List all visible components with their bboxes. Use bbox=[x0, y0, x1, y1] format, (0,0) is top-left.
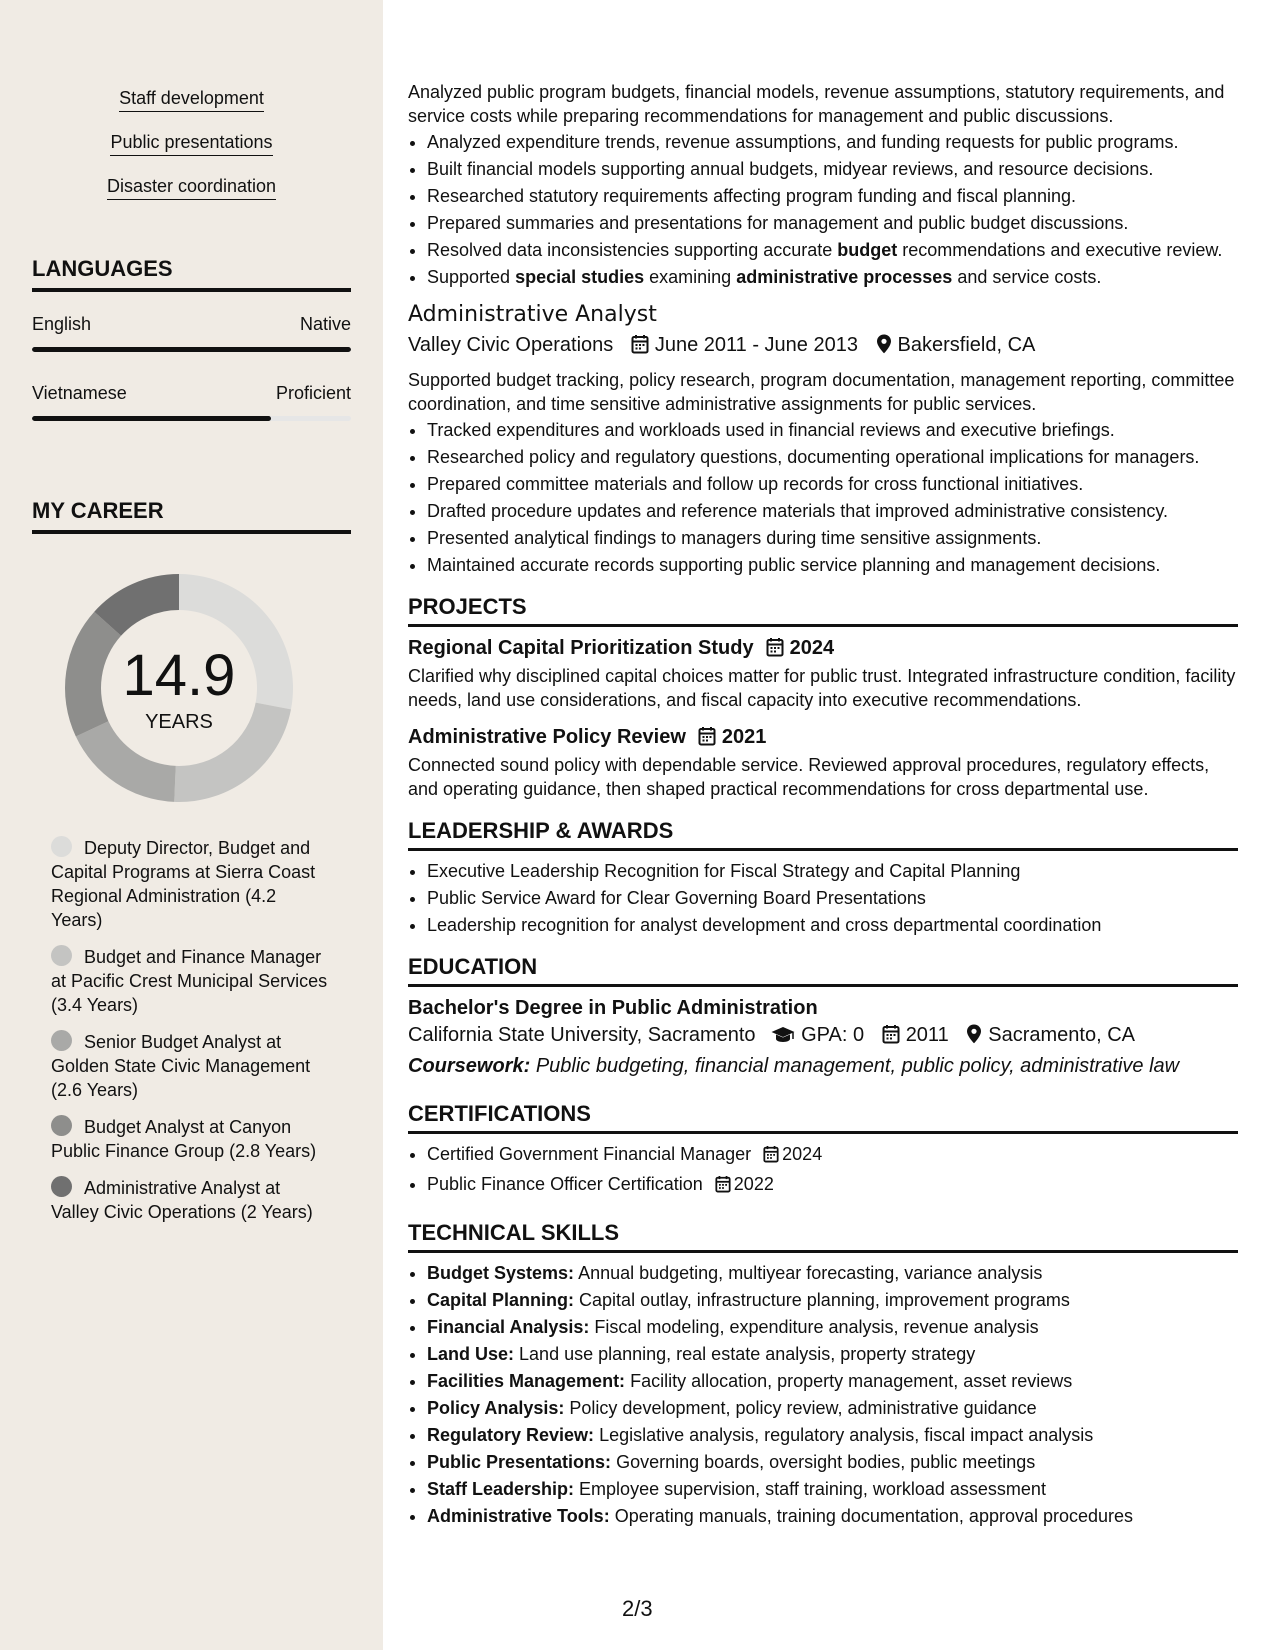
coursework-label: Coursework: bbox=[408, 1055, 531, 1077]
career-legend-text: Budget and Finance Manager at Pacific Crest Municipal Services (3.4 Years) bbox=[51, 947, 328, 1015]
technical-skill-item bbox=[427, 1423, 1238, 1447]
calendar-icon bbox=[882, 1024, 900, 1052]
bullet-item: • Researched statutory requirements affecting program funding and fiscal planning. bbox=[427, 184, 1238, 208]
certifications-heading: CERTIFICATIONS bbox=[408, 1100, 1238, 1134]
language-bar-fill bbox=[32, 416, 271, 421]
skill-value: Legislative analysis, regulatory analysis, fiscal impact analysis bbox=[599, 1425, 1094, 1445]
bullet-item: • Maintained accurate records supporting public service planning and management decisions. bbox=[427, 553, 1238, 577]
project-title bbox=[408, 724, 1238, 753]
prev-job-bullets bbox=[408, 130, 1238, 289]
career-legend-text: Senior Budget Analyst at Golden State Civic Management (2.6 Years) bbox=[51, 1032, 311, 1100]
skill-label: Staff Leadership: bbox=[427, 1479, 575, 1499]
skill-label: Administrative Tools: bbox=[427, 1506, 610, 1526]
job-summary: Supported budget tracking, policy research, program documentation, management reporting, committee coordination, and time sensitive administrative assignments for public services. bbox=[408, 370, 1235, 414]
bullet-item: • Researched policy and regulatory questions, documenting operational implications for managers. bbox=[427, 445, 1238, 469]
calendar-icon bbox=[763, 1145, 779, 1169]
job-bullets bbox=[408, 418, 1238, 577]
technical-skill-item bbox=[427, 1504, 1238, 1528]
bullet-item bbox=[427, 238, 1238, 262]
bullet-item: • Drafted procedure updates and reference materials that improved administrative consistency. bbox=[427, 499, 1238, 523]
technical-skill-item bbox=[427, 1450, 1238, 1474]
technical-skill-item bbox=[427, 1369, 1238, 1393]
certification-name: Public Finance Officer Certification bbox=[427, 1174, 703, 1194]
location-pin-icon bbox=[966, 1024, 982, 1052]
bullet-item: • Built financial models supporting annual budgets, midyear reviews, and resource decisions. bbox=[427, 157, 1238, 181]
career-legend-text: Administrative Analyst at Valley Civic Operations (2 Years) bbox=[51, 1178, 313, 1222]
technical-skill-item bbox=[427, 1477, 1238, 1501]
languages-heading: LANGUAGES bbox=[32, 256, 351, 292]
technical-skill-item bbox=[427, 1261, 1238, 1285]
skill-link[interactable]: Public presentations bbox=[110, 130, 272, 156]
technical-skills-list bbox=[408, 1261, 1238, 1528]
bullet-text: and service costs. bbox=[952, 267, 1102, 287]
career-heading: MY CAREER bbox=[32, 498, 351, 534]
skill-label: Budget Systems: bbox=[427, 1263, 575, 1283]
skill-value: Policy development, policy review, administrative guidance bbox=[569, 1398, 1037, 1418]
bullet-item: • Leadership recognition for analyst development and cross departmental coordination bbox=[427, 913, 1238, 937]
leadership-heading: LEADERSHIP & AWARDS bbox=[408, 817, 1238, 851]
career-legend-item bbox=[51, 836, 331, 932]
language-level: Native bbox=[299, 314, 351, 334]
education-heading: EDUCATION bbox=[408, 953, 1238, 987]
graduation-cap-icon bbox=[771, 1024, 795, 1052]
legend-dot bbox=[51, 1030, 72, 1051]
career-legend-item bbox=[51, 1115, 331, 1163]
location-pin-icon bbox=[876, 334, 892, 362]
calendar-icon bbox=[715, 1175, 731, 1199]
certification-name: Certified Government Financial Manager bbox=[427, 1144, 752, 1164]
technical-skill-item bbox=[427, 1315, 1238, 1339]
career-legend-item bbox=[51, 1030, 331, 1102]
bullet-item: • Public Service Award for Clear Governing Board Presentations bbox=[427, 886, 1238, 910]
skill-list bbox=[0, 86, 383, 218]
job-company: Valley Civic Operations bbox=[408, 334, 614, 356]
technical-skills-heading: TECHNICAL SKILLS bbox=[408, 1219, 1238, 1253]
career-total-unit: YEARS bbox=[145, 711, 213, 733]
project-name: Regional Capital Prioritization Study bbox=[408, 637, 754, 659]
skill-value: Operating manuals, training documentation, approval procedures bbox=[614, 1506, 1134, 1526]
language-bar bbox=[32, 347, 351, 352]
project-title bbox=[408, 635, 1238, 664]
skill-value: Governing boards, oversight bodies, public meetings bbox=[616, 1452, 1036, 1472]
bullet-item: • Tracked expenditures and workloads used in financial reviews and executive briefings. bbox=[427, 418, 1238, 442]
career-legend-text: Deputy Director, Budget and Capital Programs at Sierra Coast Regional Administration (4.2 Years) bbox=[51, 838, 316, 930]
language-name: English bbox=[32, 314, 92, 334]
bullet-text: Resolved data inconsistencies supporting accurate bbox=[427, 240, 838, 260]
language-bar bbox=[32, 416, 351, 421]
language-level: Proficient bbox=[275, 383, 351, 403]
education-coursework bbox=[408, 1052, 1238, 1080]
technical-skill-item bbox=[427, 1396, 1238, 1420]
job-title: Administrative Analyst bbox=[408, 302, 657, 327]
skill-value: Fiscal modeling, expenditure analysis, revenue analysis bbox=[594, 1317, 1039, 1337]
projects-heading: PROJECTS bbox=[408, 593, 1238, 627]
legend-dot bbox=[51, 1176, 72, 1197]
education-school: California State University, Sacramento bbox=[408, 1024, 756, 1046]
bullet-bold: administrative processes bbox=[736, 267, 953, 287]
calendar-icon bbox=[631, 334, 649, 362]
bullet-item: • Presented analytical findings to managers during time sensitive assignments. bbox=[427, 526, 1238, 550]
education-location: Sacramento, CA bbox=[988, 1024, 1135, 1046]
skill-value: Capital outlay, infrastructure planning, improvement programs bbox=[579, 1290, 1070, 1310]
job-location: Bakersfield, CA bbox=[897, 334, 1036, 356]
bullet-item: • Analyzed expenditure trends, revenue assumptions, and funding requests for public programs. bbox=[427, 130, 1238, 154]
career-legend-text: Budget Analyst at Canyon Public Finance Group (2.8 Years) bbox=[51, 1117, 317, 1161]
bullet-bold: budget bbox=[837, 240, 898, 260]
calendar-icon bbox=[766, 637, 784, 664]
job-meta bbox=[408, 331, 1238, 362]
technical-skill-item bbox=[427, 1342, 1238, 1366]
skill-value: Employee supervision, staff training, workload assessment bbox=[579, 1479, 1046, 1499]
education-gpa: GPA: 0 bbox=[801, 1024, 865, 1046]
project-description: Clarified why disciplined capital choices matter for public trust. Integrated infrastructure condition, facility needs, land use considerations, and fiscal capacity into executive recommendations. bbox=[408, 666, 1236, 710]
education-meta bbox=[408, 1021, 1238, 1052]
project-year: 2021 bbox=[721, 726, 767, 748]
bullet-item: • Executive Leadership Recognition for Fiscal Strategy and Capital Planning bbox=[427, 859, 1238, 883]
project-description: Connected sound policy with dependable service. Reviewed approval procedures, regulatory effects, and operating guidance, then shaped practical recommendations for cross departmental use. bbox=[408, 755, 1210, 799]
skill-label: Capital Planning: bbox=[427, 1290, 575, 1310]
skill-label: Financial Analysis: bbox=[427, 1317, 590, 1337]
sidebar bbox=[0, 0, 383, 1650]
project-year: 2024 bbox=[789, 637, 835, 659]
bullet-bold: special studies bbox=[515, 267, 645, 287]
bullet-item: • Prepared summaries and presentations for management and public budget discussions. bbox=[427, 211, 1238, 235]
main-content bbox=[408, 80, 1238, 1531]
donut-center bbox=[64, 573, 294, 803]
coursework-text: Public budgeting, financial management, public policy, administrative law bbox=[535, 1055, 1180, 1077]
career-legend-item bbox=[51, 1176, 331, 1224]
education-year: 2011 bbox=[905, 1024, 949, 1046]
career-total-years: 14.9 bbox=[122, 643, 236, 708]
bullet-text: examining bbox=[644, 267, 737, 287]
legend-dot bbox=[51, 1115, 72, 1136]
career-legend bbox=[51, 836, 331, 1237]
career-donut-chart bbox=[64, 573, 294, 803]
education-degree: Bachelor's Degree in Public Administration bbox=[408, 997, 818, 1019]
bullet-item bbox=[427, 265, 1238, 289]
language-bar-fill bbox=[32, 347, 351, 352]
bullet-text: Supported bbox=[427, 267, 516, 287]
bullet-text: recommendations and executive review. bbox=[897, 240, 1223, 260]
skill-label: Land Use: bbox=[427, 1344, 515, 1364]
certification-item bbox=[427, 1142, 1238, 1169]
page-number: 2/3 bbox=[622, 1596, 653, 1621]
certification-year: 2024 bbox=[782, 1144, 823, 1164]
skill-value: Annual budgeting, multiyear forecasting, variance analysis bbox=[578, 1263, 1043, 1283]
skill-value: Facility allocation, property management, asset reviews bbox=[630, 1371, 1073, 1391]
skill-value: Land use planning, real estate analysis, property strategy bbox=[519, 1344, 976, 1364]
legend-dot bbox=[51, 836, 72, 857]
career-legend-item bbox=[51, 945, 331, 1017]
leadership-list bbox=[408, 859, 1238, 937]
calendar-icon bbox=[698, 726, 716, 753]
skill-link[interactable]: Staff development bbox=[119, 86, 264, 112]
certification-item bbox=[427, 1172, 1238, 1199]
technical-skill-item bbox=[427, 1288, 1238, 1312]
legend-dot bbox=[51, 945, 72, 966]
skill-label: Regulatory Review: bbox=[427, 1425, 595, 1445]
skill-label: Public Presentations: bbox=[427, 1452, 612, 1472]
certification-year: 2022 bbox=[733, 1174, 774, 1194]
skill-link[interactable]: Disaster coordination bbox=[107, 174, 276, 200]
skill-label: Policy Analysis: bbox=[427, 1398, 565, 1418]
language-name: Vietnamese bbox=[32, 383, 127, 403]
certifications-list bbox=[408, 1142, 1238, 1199]
job-dates: June 2011 - June 2013 bbox=[654, 334, 858, 356]
skill-label: Facilities Management: bbox=[427, 1371, 626, 1391]
prev-job-summary: Analyzed public program budgets, financial models, revenue assumptions, statutory requirements, and service costs while preparing recommendations for management and public discussions. bbox=[408, 82, 1225, 126]
bullet-item: • Prepared committee materials and follow up records for cross functional initiatives. bbox=[427, 472, 1238, 496]
project-name: Administrative Policy Review bbox=[408, 726, 686, 748]
